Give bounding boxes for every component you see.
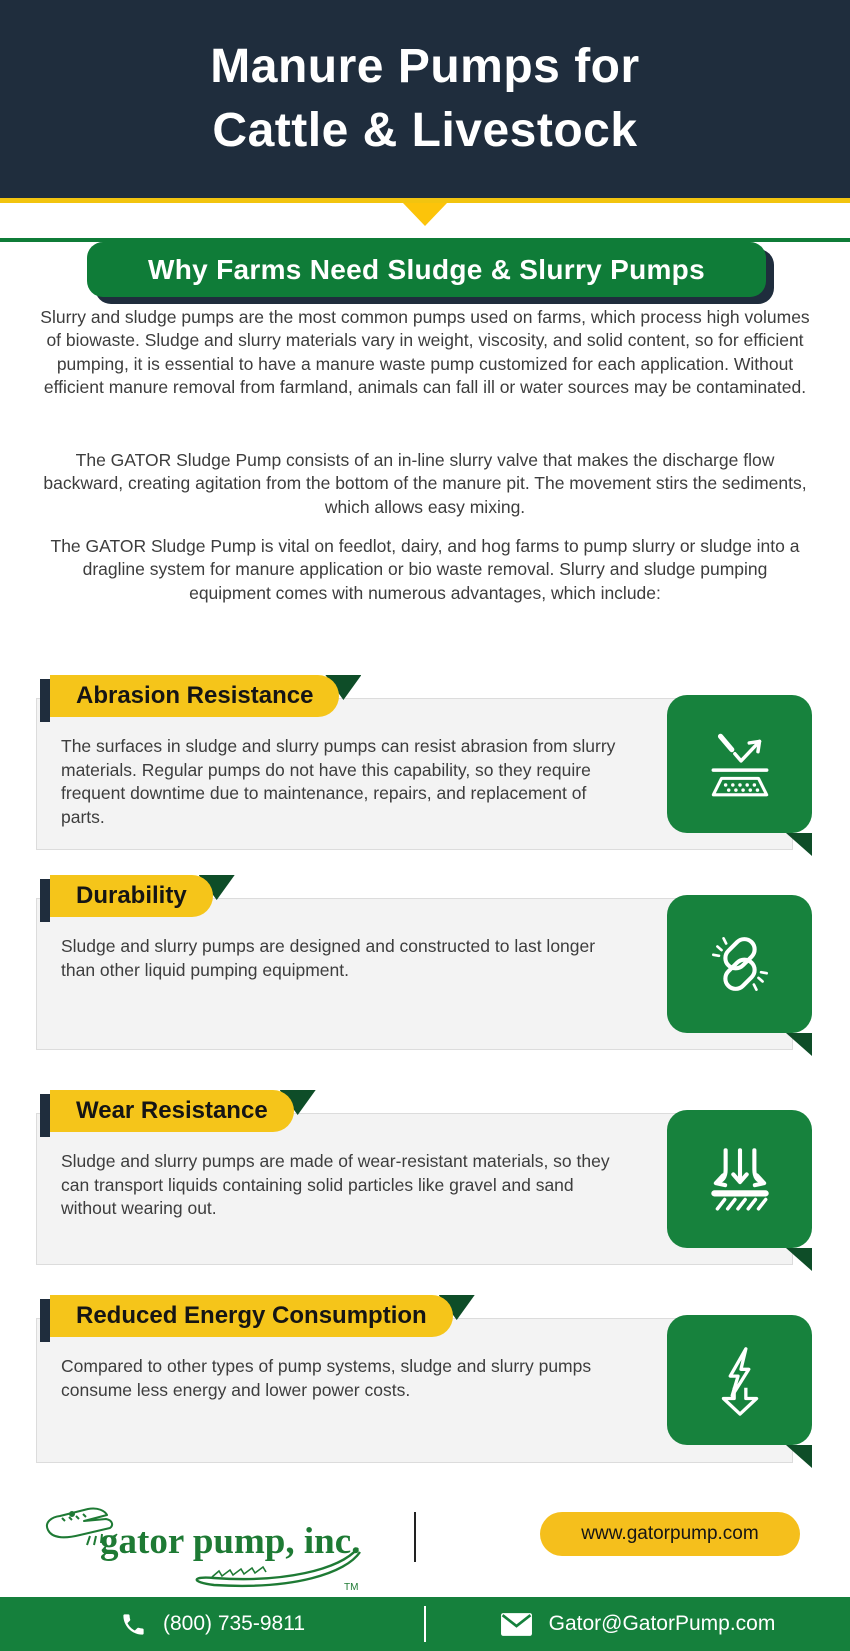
header-banner bbox=[0, 0, 850, 198]
envelope-icon bbox=[500, 1612, 533, 1637]
card-accent-bar bbox=[40, 679, 50, 722]
card-body-text: Compared to other types of pump systems, sludge and slurry pumps consume less energy and lower power costs. bbox=[61, 1356, 592, 1400]
page-title-line1: Manure Pumps for bbox=[210, 40, 640, 93]
card-body-text: The surfaces in sludge and slurry pumps can resist abrasion from slurry materials. Regular pumps do not have this capability, so they require frequent downtime due to maintenance, repairs, and replacement of parts. bbox=[61, 736, 616, 827]
card-accent-bar bbox=[40, 879, 50, 922]
intro-paragraph-1: Slurry and sludge pumps are the most common pumps used on farms, which process high volumes of biowaste. Sludge and slurry materials vary in weight, viscosity, and solid content, so for efficient pumping, it is essential to have a manure waste pump customized for each application. Without efficient manure removal from farmland, animals can fall ill or water sources may be contaminated. bbox=[40, 307, 810, 397]
intro-paragraph-2: The GATOR Sludge Pump consists of an in-line slurry valve that makes the discharge flow backward, creating agitation from the bottom of the manure pit. The movement stirs the sediments, which allows easy mixing. bbox=[43, 450, 807, 517]
icon-tile-background bbox=[667, 1110, 812, 1248]
card-icon-tile bbox=[667, 1110, 812, 1248]
card-icon-tile bbox=[667, 895, 812, 1033]
card-body-text: Sludge and slurry pumps are made of wear-resistant materials, so they can transport liquids containing solid particles like gravel and sand without wearing out. bbox=[61, 1151, 610, 1218]
phone-icon bbox=[120, 1611, 147, 1638]
card-icon-tile bbox=[667, 1315, 812, 1445]
card-accent-bar bbox=[40, 1094, 50, 1137]
company-logo bbox=[42, 1498, 372, 1593]
logo-wordmark: gator pump, inc. bbox=[100, 1521, 361, 1562]
icon-tile-background bbox=[667, 695, 812, 833]
logo-trademark: TM bbox=[344, 1582, 359, 1593]
icon-tile-background bbox=[667, 1315, 812, 1445]
email-contact[interactable] bbox=[425, 1597, 850, 1651]
card-title-ribbon bbox=[50, 675, 339, 717]
card-title: Reduced Energy Consumption bbox=[50, 1295, 453, 1337]
website-url: www.gatorpump.com bbox=[581, 1523, 759, 1544]
card-body-text: Sludge and slurry pumps are designed and constructed to last longer than other liquid pumping equipment. bbox=[61, 936, 596, 980]
section-heading-banner bbox=[87, 242, 766, 297]
phone-contact[interactable] bbox=[0, 1597, 425, 1651]
card-title-ribbon bbox=[50, 1295, 453, 1337]
footer-vertical-divider bbox=[414, 1512, 416, 1562]
card-title: Wear Resistance bbox=[50, 1090, 294, 1132]
contact-bar-divider bbox=[424, 1606, 426, 1642]
lightning-down-arrow-icon bbox=[703, 1343, 777, 1417]
website-pill-button[interactable] bbox=[540, 1512, 800, 1556]
card-title: Durability bbox=[50, 875, 213, 917]
card-title-ribbon bbox=[50, 1090, 294, 1132]
chain-link-icon bbox=[701, 925, 779, 1003]
card-accent-bar bbox=[40, 1299, 50, 1342]
down-arrows-impact-icon bbox=[701, 1140, 779, 1218]
card-icon-tile bbox=[667, 695, 812, 833]
contact-bar bbox=[0, 1597, 850, 1651]
intro-paragraph-3: The GATOR Sludge Pump is vital on feedlot, dairy, and hog farms to pump slurry or sludge into a dragline system for manure application or bio waste removal. Slurry and sludge pumping equipment comes with numerous advantages, which include: bbox=[50, 536, 800, 603]
abrasion-bounce-arrow-icon bbox=[701, 725, 779, 803]
card-title: Abrasion Resistance bbox=[50, 675, 339, 717]
email-address: Gator@GatorPump.com bbox=[548, 1612, 776, 1635]
page-title-line2: Cattle & Livestock bbox=[212, 104, 638, 157]
card-title-ribbon bbox=[50, 875, 213, 917]
icon-tile-background bbox=[667, 895, 812, 1033]
phone-number: (800) 735-9811 bbox=[162, 1612, 306, 1635]
down-triangle-pointer bbox=[403, 203, 447, 226]
section-heading-text: Why Farms Need Sludge & Slurry Pumps bbox=[148, 253, 705, 285]
